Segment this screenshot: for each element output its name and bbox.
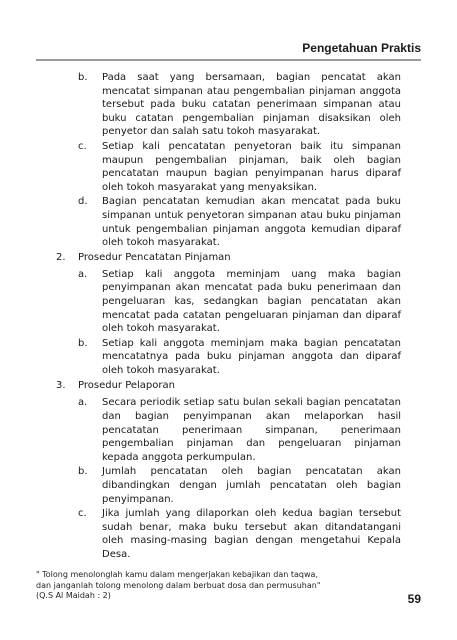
item-letter: c. <box>78 508 87 520</box>
list-item <box>78 337 401 378</box>
continued-list <box>56 71 401 250</box>
footnote-citation: (Q.S Al Maidah : 2) <box>36 591 111 600</box>
item-letter: b. <box>78 466 88 478</box>
item-text: Setiap kali pencatatan penyetoran baik itu simpanan maupun pengembalian pinjaman, baik oleh bagian pencatatan maupun bagian penyimpanan harus diparaf oleh tokoh masyarakat yang menyaksikan. <box>102 140 401 193</box>
section-heading <box>56 251 401 265</box>
section-items <box>56 396 401 561</box>
running-header-title: Pengetahuan Praktis <box>302 41 421 55</box>
list-item <box>78 140 401 194</box>
footnote-line: dan janganlah tolong menolong dalam berbuat dosa dan permusuhan" <box>36 580 321 590</box>
section-number: 2. <box>56 251 66 263</box>
section-prosedur-pelaporan <box>56 379 401 561</box>
section-prosedur-pencatatan-pinjaman <box>56 251 401 378</box>
footnote-line: " Tolong menolonglah kamu dalam mengerjakan kebajikan dan taqwa, <box>36 570 318 579</box>
section-heading <box>56 379 401 393</box>
item-text: Secara periodik setiap satu bulan sekali bagian pencatatan dan bagian penyimpanan akan melaporkan hasil pencatatan penerimaan simpanan, penerimaan pengembalian pinjaman dan pengeluaran pinjaman kepada anggota perkumpulan. <box>102 397 401 463</box>
list-item <box>78 396 401 464</box>
item-letter: a. <box>78 397 88 409</box>
item-text: Pada saat yang bersamaan, bagian pencatat akan mencatat simpanan atau pengembalian pinjaman anggota tersebut pada buku catatan penerimaan simpanan atau buku catatan pengembalian pinjaman disaksikan oleh penyetor dan salah satu tokoh masyarakat. <box>102 72 401 138</box>
section-title: Prosedur Pencatatan Pinjaman <box>78 251 231 263</box>
header-rule <box>36 59 421 61</box>
section-items <box>56 268 401 378</box>
item-letter: b. <box>78 72 88 83</box>
item-text: Setiap kali anggota meminjam uang maka bagian penyimpanan akan mencatat pada buku penerimaan dan pengeluaran kas, sedangkan bagian pencatatan akan mencatat pada catatan pengeluaran pinjaman dan diparaf oleh tokoh masyarakat. <box>102 268 401 335</box>
list-item <box>78 195 401 249</box>
item-text: Jika jumlah yang dilaporkan oleh kedua bagian tersebut sudah benar, maka buku tersebut akan ditandatangani oleh masing-masing bagian dengan mengetahui Kepala Desa. <box>102 508 401 560</box>
item-text: Setiap kali anggota meminjam maka bagian pencatatan mencatatnya pada buku pinjaman anggota dan diparaf oleh tokoh masyarakat. <box>102 337 401 376</box>
list-item <box>78 268 401 336</box>
page-number: 59 <box>407 592 421 606</box>
body-content <box>56 71 401 564</box>
item-letter: a. <box>78 268 88 280</box>
section-number: 3. <box>56 380 66 392</box>
section-title: Prosedur Pelaporan <box>78 380 175 392</box>
item-letter: d. <box>78 196 88 208</box>
footnote-quote <box>36 570 356 602</box>
item-letter: b. <box>78 337 88 349</box>
item-text: Jumlah pencatatan oleh bagian pencatatan akan dibandingkan dengan jumlah pencatatan oleh bagian penyimpanan. <box>102 466 401 505</box>
list-item <box>78 465 401 506</box>
item-text: Bagian pencatatan kemudian akan mencatat pada buku simpanan untuk penyetoran simpanan atau buku pinjaman untuk pengembalian pinjaman anggota kemudian diparaf oleh tokoh masyarakat. <box>102 196 401 249</box>
item-letter: c. <box>78 140 87 152</box>
list-item <box>78 71 401 139</box>
list-item <box>78 507 401 561</box>
